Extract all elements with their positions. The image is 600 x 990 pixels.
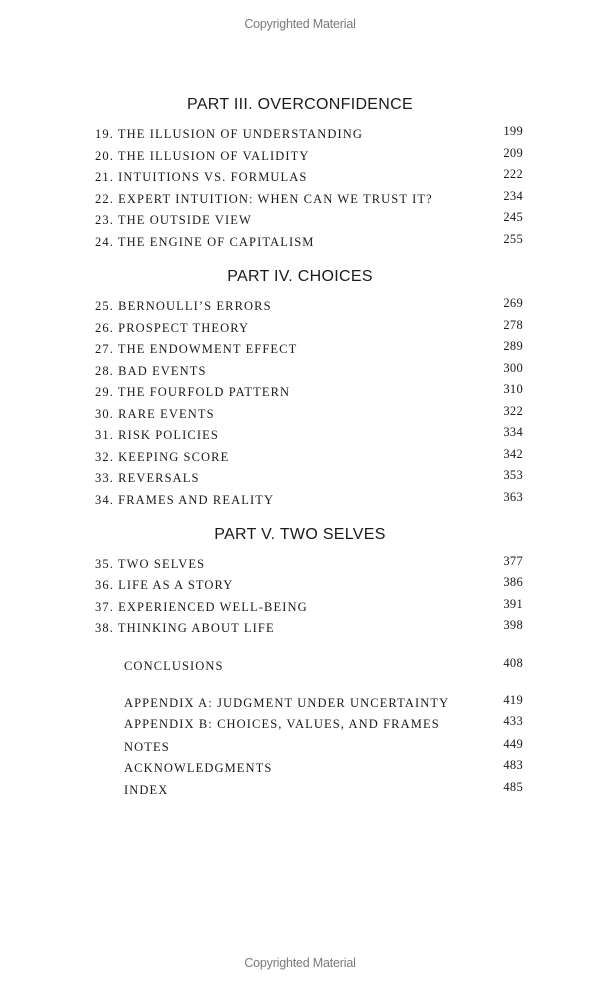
toc-entry-33[interactable] [95, 468, 523, 487]
chapter-title: 19. THE ILLUSION OF UNDERSTANDING [95, 127, 364, 141]
copyright-watermark-bottom: Copyrighted Material [244, 956, 356, 970]
chapter-title: 36. LIFE AS A STORY [95, 578, 234, 592]
toc-entry-conclusions[interactable] [124, 656, 523, 675]
toc-entry-27[interactable] [95, 339, 523, 358]
page-number: 398 [503, 618, 523, 632]
chapter-title: 23. THE OUTSIDE VIEW [95, 213, 252, 227]
chapter-title: 34. FRAMES AND REALITY [95, 493, 275, 507]
toc-entry-20[interactable] [95, 146, 523, 165]
page-number: 391 [503, 597, 523, 611]
page-number: 209 [503, 146, 523, 160]
page-number: 342 [503, 447, 523, 461]
page-number: 255 [503, 232, 523, 246]
toc-entry-index[interactable] [124, 780, 523, 799]
section-title: APPENDIX A: JUDGMENT UNDER UNCERTAINTY [124, 696, 450, 710]
chapter-title: 28. BAD EVENTS [95, 364, 207, 378]
chapter-title: 27. THE ENDOWMENT EFFECT [95, 342, 298, 356]
section-title: NOTES [124, 740, 170, 754]
page-number: 353 [503, 468, 523, 482]
page-number: 199 [503, 124, 523, 138]
toc-entry-23[interactable] [95, 210, 523, 229]
toc-entry-31[interactable] [95, 425, 523, 444]
part-heading-choices: PART IV. CHOICES [227, 268, 373, 285]
section-title: INDEX [124, 783, 169, 797]
page-number: 363 [503, 490, 523, 504]
toc-entry-34[interactable] [95, 490, 523, 509]
page-number: 289 [503, 339, 523, 353]
toc-entry-28[interactable] [95, 361, 523, 380]
page-number: 433 [503, 714, 523, 728]
page-number: 334 [503, 425, 523, 439]
toc-entry-21[interactable] [95, 167, 523, 186]
chapter-title: 38. THINKING ABOUT LIFE [95, 621, 275, 635]
part-heading-two-selves: PART V. TWO SELVES [214, 526, 386, 543]
chapter-title: 33. REVERSALS [95, 471, 200, 485]
page-number: 269 [503, 296, 523, 310]
toc-entry-36[interactable] [95, 575, 523, 594]
chapter-title: 26. PROSPECT THEORY [95, 321, 250, 335]
toc-entry-26[interactable] [95, 318, 523, 337]
chapter-title: 21. INTUITIONS VS. FORMULAS [95, 170, 308, 184]
chapter-title: 22. EXPERT INTUITION: WHEN CAN WE TRUST IT? [95, 192, 433, 206]
page-number: 408 [503, 656, 523, 670]
chapter-title: 32. KEEPING SCORE [95, 450, 230, 464]
page-number: 234 [503, 189, 523, 203]
toc-entry-22[interactable] [95, 189, 523, 208]
toc-entry-appendix-b[interactable] [124, 714, 523, 733]
page-number: 300 [503, 361, 523, 375]
page-number: 449 [503, 737, 523, 751]
page-number: 222 [503, 167, 523, 181]
copyright-watermark-top: Copyrighted Material [244, 17, 356, 31]
page-number: 483 [503, 758, 523, 772]
page-number: 386 [503, 575, 523, 589]
toc-entry-35[interactable] [95, 554, 523, 573]
toc-entry-29[interactable] [95, 382, 523, 401]
toc-entry-acknowledgments[interactable] [124, 758, 523, 777]
toc-entry-24[interactable] [95, 232, 523, 251]
chapter-title: 20. THE ILLUSION OF VALIDITY [95, 149, 310, 163]
chapter-title: 37. EXPERIENCED WELL-BEING [95, 600, 308, 614]
chapter-title: 35. TWO SELVES [95, 557, 206, 571]
page-number: 322 [503, 404, 523, 418]
toc-entry-37[interactable] [95, 597, 523, 616]
chapter-title: 30. RARE EVENTS [95, 407, 215, 421]
section-title: APPENDIX B: CHOICES, VALUES, AND FRAMES [124, 717, 440, 731]
chapter-title: 24. THE ENGINE OF CAPITALISM [95, 235, 315, 249]
toc-entry-appendix-a[interactable] [124, 693, 523, 712]
page-number: 485 [503, 780, 523, 794]
page-number: 310 [503, 382, 523, 396]
toc-entry-19[interactable] [95, 124, 523, 143]
chapter-title: 31. RISK POLICIES [95, 428, 219, 442]
toc-entry-32[interactable] [95, 447, 523, 466]
chapter-title: 25. BERNOULLI’S ERRORS [95, 299, 272, 313]
toc-entry-25[interactable] [95, 296, 523, 315]
section-title: ACKNOWLEDGMENTS [124, 761, 273, 775]
section-title: CONCLUSIONS [124, 659, 224, 673]
toc-entry-38[interactable] [95, 618, 523, 637]
page-number: 278 [503, 318, 523, 332]
page-number: 419 [503, 693, 523, 707]
page-number: 245 [503, 210, 523, 224]
page-number: 377 [503, 554, 523, 568]
toc-entry-notes[interactable] [124, 737, 523, 756]
toc-entry-30[interactable] [95, 404, 523, 423]
chapter-title: 29. THE FOURFOLD PATTERN [95, 385, 291, 399]
part-heading-overconfidence: PART III. OVERCONFIDENCE [187, 96, 413, 113]
